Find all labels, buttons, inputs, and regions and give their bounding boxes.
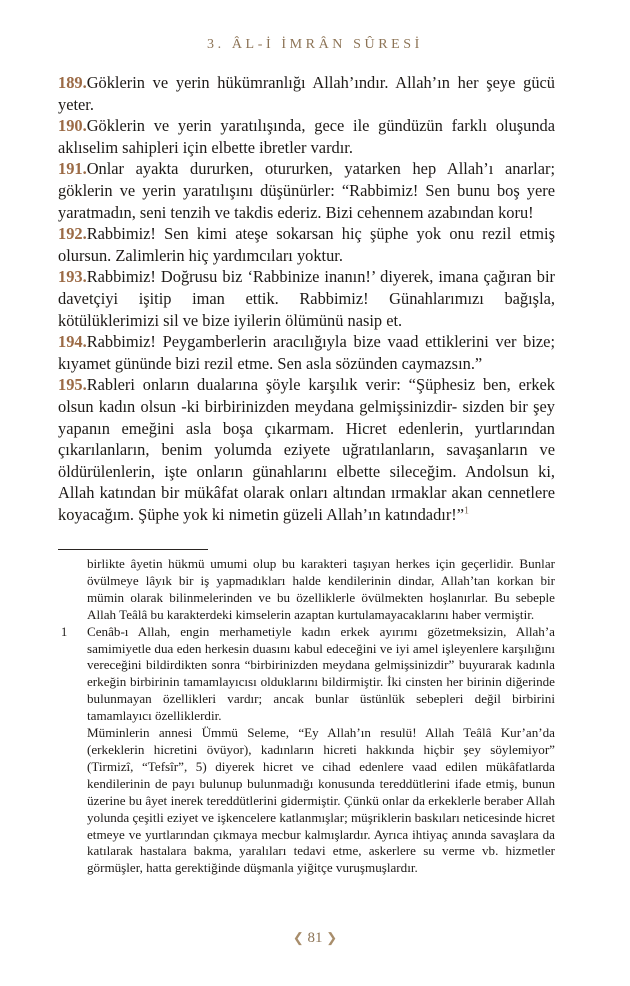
verse-number: 193.: [58, 267, 87, 287]
verse-text: Onlar ayakta dururken, otururken, yatarken hep Allah’ı anarlar; göklerin ve yerin yaratılışını düşünürler: “Rabbimiz! Sen bunu boş yere yaratmadın, seni tenzih ve takdis ederiz. Bizi cehennem azabından koru!: [58, 159, 555, 222]
footnote-1: [61, 623, 555, 878]
footnote-paragraph: Cenâb-ı Allah, engin merhametiyle kadın erkek ayırımı gözetmeksizin, Allah’a samimiyetle dua eden herkesin duasını kabul edeceğini ve iyi amel işleyenlere karşılığını vereceğini bildirdikten sonra “birbirinizden meydana gelmişsinizdir” buyurarak kadınla erkeğin birbirinin tamamlayıcısı olduklarını bildirmiştir. İki cinsten her birinin diğerinde bulunmayan özellikleri vardır; ancak bunlar üstünlük sebepleri değil birbirini tamamlayıcı özelliklerdir.: [87, 623, 555, 724]
verse-number: 190.: [58, 116, 87, 136]
verse-text: Rabbimiz! Doğrusu biz ‘Rabbinize inanın!’ diyerek, imana çağıran bir davetçiyi işitip iman ettik. Rabbimiz! Günahlarımızı bağışla, kötülüklerimizi sil ve bize iyilerin ölümünü nasip et.: [58, 267, 555, 330]
running-header: 3. ÂL-İ İMRÂN SÛRESİ: [207, 37, 423, 52]
verse-189: [58, 72, 555, 115]
footnotes: [61, 556, 555, 877]
footnote-mark: 1: [61, 624, 68, 639]
verse-number: 191.: [58, 159, 87, 179]
verse-number: 195.: [58, 375, 87, 395]
verse-block: [58, 72, 555, 525]
verse-number: 189.: [58, 73, 87, 92]
verse-192: [58, 223, 555, 266]
verse-191: [58, 158, 555, 223]
left-ornament-icon: ❮: [292, 930, 304, 945]
verse-text: Rabbimiz! Peygamberlerin aracılığıyla bize vaad ettiklerini ver bize; kıyamet gününde bizi rezil etme. Sen asla sözünden caymazsın.”: [58, 332, 555, 373]
footnote-paragraph: Müminlerin annesi Ümmü Seleme, “Ey Allah’ın resulü! Allah Teâlâ Kur’an’da (erkeklerin hicretini övüyor), kadınların hicreti hakkında hiçbir şey söylemiyor” (Tirmizî, “Tefsîr”, 5) diyerek hicret ve cihad edenlere vaad edilen mükâfatlarda kendilerinin de payı bulunup bulunmadığı konusunda tereddütlerini ifade etmiş, bunun üzerine bu âyet inerek tereddütlerini gidermiştir. Çünkü onlar da erkeklerle beraber Allah yolunda çeşitli eziyet ve işkencelere katlanmışlar; müşriklerin baskıları neticesinde hicret etmeye ve yurtlarından çıkmaya mecbur kalmışlardır. Ayrıca ihtiyaç anında savaşlara da katılarak hastalara bakma, yaralıları tedavi etme, askerlere su verme vb. hizmetler görmüşler, hatta gerektiğinde düşmanla yiğitçe vuruşmuşlardır.: [87, 725, 555, 876]
footnote-divider: [58, 549, 208, 550]
verse-194: [58, 331, 555, 374]
page-number: 81: [307, 930, 323, 946]
verse-195: [58, 374, 555, 525]
verse-text: Rableri onların dualarına şöyle karşılık verir: “Şüphesiz ben, erkek olsun kadın olsun -ki birbirinizden meydana gelmişsinizdir- sizden bir şey yapanın emeğini asla boşa çıkarmam. Hicret edenlerin, yurtlarından çıkarılanların, benim yolumda eziyete uğratılanların, savaşanların ve öldürülenlerin, işte onların günahlarını elbette sileceğim. Andolsun ki, Allah katından bir mükâfat olarak onları altından ırmaklar akan cennetlere koyacağım. Şüphe yok ki nimetin güzeli Allah’ın katındadır!”: [58, 375, 555, 524]
verse-193: [58, 266, 555, 331]
right-ornament-icon: ❯: [326, 930, 338, 945]
verse-text: Göklerin ve yerin hükümranlığı Allah’ındır. Allah’ın her şeye gücü yeter.: [58, 73, 555, 114]
footnote-continuation: birlikte âyetin hükmü umumi olup bu karakteri taşıyan herkes için geçerlidir. Bunlar övülmeye lâyık bir iş yapmadıkları halde kendilerinin dindar, Allah’tan korkan bir mümin olarak bilinmelerinden ve bu özelliklerle övülmekten hoşlanırlar. Bu sebeple Allah Teâlâ bu karakterdeki kimselerin azaptan kurtulamayacaklarını haber vermiştir.: [87, 556, 555, 622]
verse-text: Rabbimiz! Sen kimi ateşe sokarsan hiç şüphe yok onu rezil etmiş olursun. Zalimlerin hiç yardımcıları yoktur.: [58, 224, 555, 265]
verse-number: 192.: [58, 224, 87, 244]
verse-190: [58, 115, 555, 158]
verse-number: 194.: [58, 332, 87, 352]
page-number-block: [0, 930, 630, 947]
footnote-reference[interactable]: 1: [464, 505, 470, 517]
verse-text: Göklerin ve yerin yaratılışında, gece ile gündüzün farklı oluşunda aklıselim sahipleri için elbette ibretler vardır.: [58, 116, 555, 157]
